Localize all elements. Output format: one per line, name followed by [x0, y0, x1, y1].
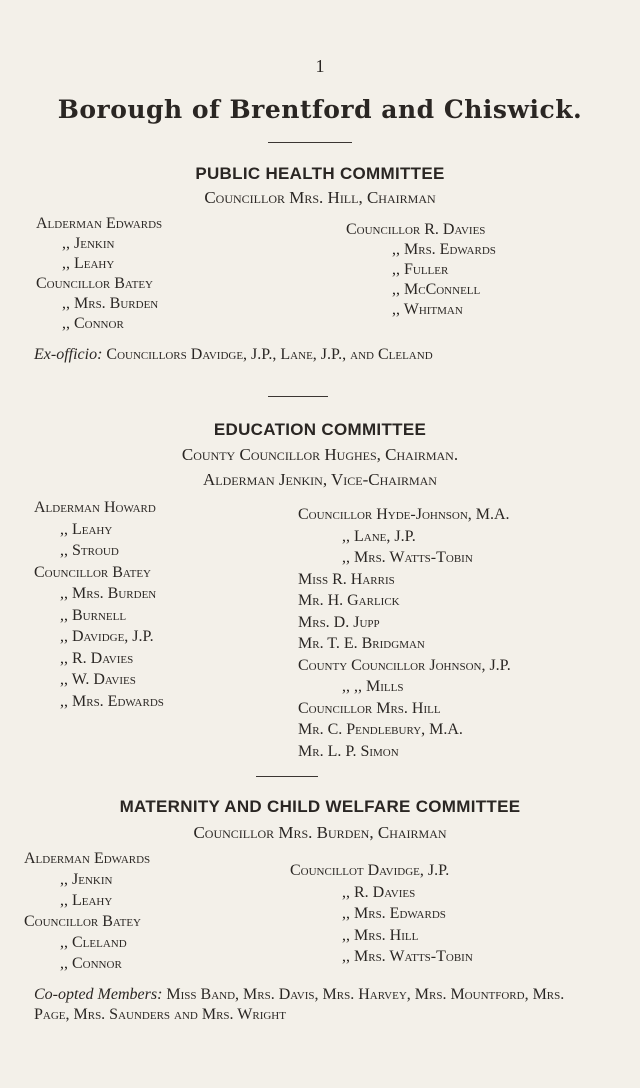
section-rule: [256, 776, 318, 777]
member-row: Councillor Batey: [36, 275, 154, 292]
member-row: ,, Mrs. Watts-Tobin: [342, 549, 473, 566]
member-row: Councillor Hyde-Johnson, M.A.: [298, 506, 510, 523]
member-row: Councillor Mrs. Hill: [298, 699, 441, 717]
member-row: ,, Lane, J.P.: [342, 527, 416, 545]
member-row: Alderman Edwards: [36, 215, 163, 232]
member-row: ,, Mrs. Watts-Tobin: [342, 948, 473, 965]
member-row: ,, Jenkin: [62, 235, 115, 252]
ex-officio-label: Ex-officio:: [34, 346, 103, 363]
member-row: County Councillor Johnson, J.P.: [298, 656, 511, 674]
member-row: ,, Leahy: [62, 255, 115, 272]
title-rule: [268, 142, 352, 143]
member-row: Miss R. Harris: [298, 570, 395, 588]
member-row: ,, Connor: [60, 955, 122, 972]
member-row: Alderman Edwards: [24, 850, 151, 867]
public-health-heading: PUBLIC HEALTH COMMITTEE: [195, 164, 445, 183]
member-row: Mr. L. P. Simon: [298, 742, 399, 760]
maternity-heading: MATERNITY AND CHILD WELFARE COMMITTEE: [119, 797, 521, 816]
member-row: ,, Mrs. Burden: [62, 295, 159, 312]
education-heading: EDUCATION COMMITTEE: [213, 420, 427, 439]
member-row: ,, Fuller: [392, 261, 449, 278]
member-row: ,, Cleland: [60, 934, 127, 951]
education-left-list: [34, 497, 164, 712]
member-row: Mr. T. E. Bridgman: [298, 635, 425, 652]
education-right-list: [298, 504, 511, 762]
maternity-right-list: [290, 860, 473, 968]
section-rule: [268, 396, 328, 397]
co-opted-label: Co-opted Members:: [34, 986, 163, 1003]
ex-officio-text: Councillors Davidge, J.P., Lane, J.P., and Cleland: [106, 346, 433, 363]
member-row: ,, Jenkin: [60, 871, 113, 888]
public-health-chairman: Councillor Mrs. Hill, Chairman: [204, 188, 436, 207]
co-opted-text: Miss Band, Mrs. Davis, Mrs. Harvey, Mrs. Mountford, Mrs. Page, Mrs. Saunders and Mrs. Wright: [34, 986, 565, 1023]
member-row: ,, Mrs. Hill: [342, 926, 419, 944]
member-row: Councillor Batey: [34, 563, 152, 581]
member-row: ,, R. Davies: [60, 649, 134, 667]
member-row: Councillor R. Davies: [346, 221, 486, 238]
member-row: Councillor Batey: [24, 913, 142, 930]
member-row: ,, Leahy: [60, 892, 113, 909]
member-row: Alderman Howard: [34, 499, 156, 516]
member-row: ,, Mrs. Edwards: [60, 692, 164, 710]
member-row: Mrs. D. Jupp: [298, 613, 380, 631]
member-row: ,, Mrs. Burden: [60, 585, 157, 602]
member-row: Mr. C. Pendlebury, M.A.: [298, 721, 463, 738]
education-chairman: County Councillor Hughes, Chairman.: [181, 445, 459, 464]
public-health-right-list: [346, 220, 496, 320]
ex-officio-line: [34, 346, 433, 364]
member-row: Councillot Davidge, J.P.: [290, 862, 450, 879]
member-row: Mr. H. Garlick: [298, 592, 400, 609]
member-row: ,, Mrs. Edwards: [392, 241, 496, 258]
co-opted-members: [34, 985, 590, 1025]
member-row: ,, R. Davies: [342, 883, 416, 901]
member-row: ,, Davidge, J.P.: [60, 628, 154, 645]
member-row: ,, Stroud: [60, 542, 119, 559]
member-row: ,, ,, Mills: [342, 678, 404, 695]
education-vice-chairman: Alderman Jenkin, Vice-Chairman: [203, 470, 437, 489]
maternity-chairman: Councillor Mrs. Burden, Chairman: [193, 823, 447, 842]
member-row: ,, W. Davies: [60, 671, 136, 688]
member-row: ,, Burnell: [60, 606, 127, 624]
member-row: ,, McConnell: [392, 281, 481, 298]
member-row: ,, Mrs. Edwards: [342, 905, 446, 922]
maternity-left-list: [24, 848, 150, 974]
page-number: 1: [315, 56, 325, 76]
public-health-left-list: [36, 214, 162, 334]
member-row: ,, Leahy: [60, 520, 113, 538]
member-row: ,, Connor: [62, 315, 124, 332]
page-title: Borough of Brentford and Chiswick.: [57, 95, 583, 124]
member-row: ,, Whitman: [392, 301, 463, 318]
